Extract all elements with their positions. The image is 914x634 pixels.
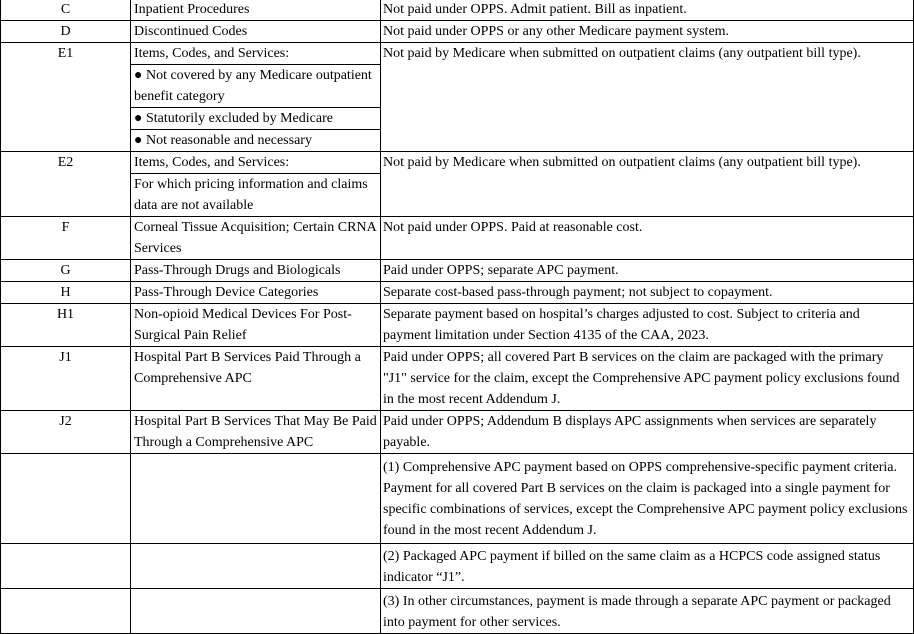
status-indicator-cell: C [1, 0, 131, 21]
status-indicator-cell: E1 [1, 43, 131, 152]
status-indicator-cell: H1 [1, 304, 131, 347]
description-bullet: ● Not covered by any Medicare outpatient benefit category [131, 65, 381, 108]
payment-cell: Not paid under OPPS or any other Medicare payment system. [381, 21, 914, 43]
payment-cell: Not paid under OPPS. Paid at reasonable cost. [381, 217, 914, 260]
status-indicator-cell: J2 [1, 411, 131, 454]
status-indicator-cell: G [1, 260, 131, 282]
table-row-j1 [1, 347, 914, 411]
payment-cell: (3) In other circumstances, payment is made through a separate APC payment or packaged into payment for other services. [381, 589, 914, 634]
payment-cell: Not paid by Medicare when submitted on outpatient claims (any outpatient bill type). [381, 152, 914, 217]
description-cell: Corneal Tissue Acquisition; Certain CRNA Services [131, 217, 381, 260]
description-cell: Non-opioid Medical Devices For Post-Surgical Pain Relief [131, 304, 381, 347]
payment-cell: Paid under OPPS; all covered Part B services on the claim are packaged with the primary "J1" service for the claim, except the Comprehensive APC payment policy exclusions found in the most recent Addendum J. [381, 347, 914, 411]
description-cell [131, 454, 381, 544]
table-row-j2-case-2 [1, 544, 914, 589]
status-indicator-cell [1, 454, 131, 544]
payment-cell: Separate cost-based pass-through payment; not subject to copayment. [381, 282, 914, 304]
payment-cell: Not paid by Medicare when submitted on outpatient claims (any outpatient bill type). [381, 43, 914, 152]
table-row-f [1, 217, 914, 260]
table-row-e2-head [1, 152, 914, 174]
description-cell [131, 544, 381, 589]
table-row-h [1, 282, 914, 304]
payment-cell: Separate payment based on hospital’s charges adjusted to cost. Subject to criteria and payment limitation under Section 4135 of the CAA, 2023. [381, 304, 914, 347]
table-row-h1 [1, 304, 914, 347]
description-cell [131, 589, 381, 634]
status-indicator-cell: F [1, 217, 131, 260]
payment-cell: (1) Comprehensive APC payment based on OPPS comprehensive-specific payment criteria. Payment for all covered Part B services on the claim is packaged into a single payment for specific combinations of services, except the Comprehensive APC payment policy exclusions found in the most recent Addendum J. [381, 454, 914, 544]
table-row-j2 [1, 411, 914, 454]
description-subtext: For which pricing information and claims data are not available [131, 174, 381, 217]
status-indicator-cell [1, 544, 131, 589]
status-indicator-cell: E2 [1, 152, 131, 217]
table-row-g [1, 260, 914, 282]
payment-cell: Paid under OPPS; Addendum B displays APC assignments when services are separately payable. [381, 411, 914, 454]
table-row-e1-head [1, 43, 914, 65]
description-cell: Pass-Through Device Categories [131, 282, 381, 304]
description-bullet: ● Not reasonable and necessary [131, 130, 381, 152]
description-cell: Inpatient Procedures [131, 0, 381, 21]
description-cell: Discontinued Codes [131, 21, 381, 43]
status-indicator-cell: H [1, 282, 131, 304]
description-cell: Hospital Part B Services That May Be Paid Through a Comprehensive APC [131, 411, 381, 454]
status-indicator-cell [1, 589, 131, 634]
description-cell: Items, Codes, and Services: [131, 152, 381, 174]
description-cell: Hospital Part B Services Paid Through a Comprehensive APC [131, 347, 381, 411]
description-cell: Items, Codes, and Services: [131, 43, 381, 65]
description-cell: Pass-Through Drugs and Biologicals [131, 260, 381, 282]
table-row-j2-case-3 [1, 589, 914, 634]
table-row-d [1, 21, 914, 43]
status-indicator-cell: J1 [1, 347, 131, 411]
payment-cell: (2) Packaged APC payment if billed on the same claim as a HCPCS code assigned status indicator “J1”. [381, 544, 914, 589]
table-row-c [1, 0, 914, 21]
status-indicator-cell: D [1, 21, 131, 43]
payment-cell: Paid under OPPS; separate APC payment. [381, 260, 914, 282]
payment-cell: Not paid under OPPS. Admit patient. Bill as inpatient. [381, 0, 914, 21]
table-row-j2-case-1 [1, 454, 914, 544]
description-bullet: ● Statutorily excluded by Medicare [131, 108, 381, 130]
